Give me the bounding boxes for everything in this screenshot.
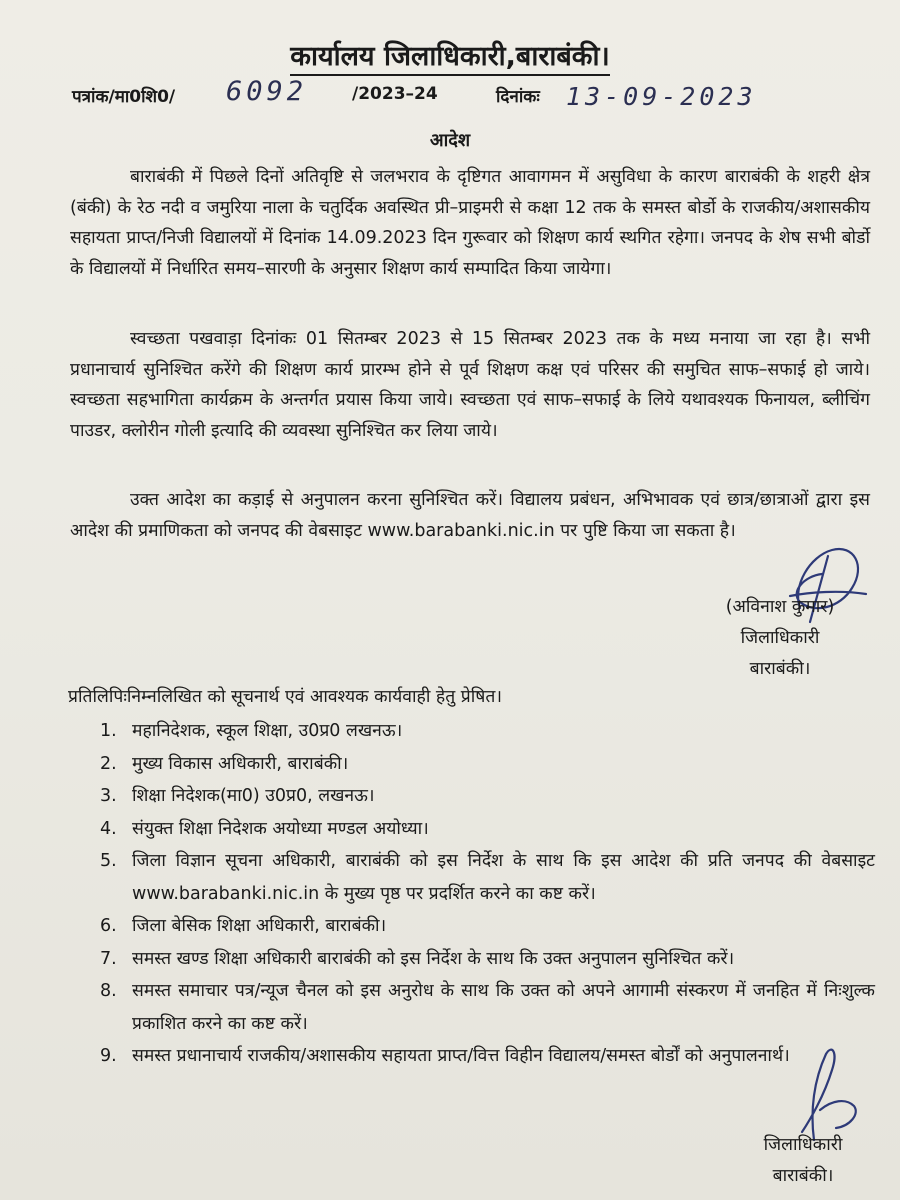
order-heading: आदेश xyxy=(429,130,471,151)
item-number: 5. xyxy=(100,851,117,871)
copy-to-item xyxy=(70,813,875,846)
item-text: मुख्य विकास अधिकारी, बाराबंकी। xyxy=(132,753,349,774)
copy-to-item xyxy=(70,715,875,748)
item-number: 1. xyxy=(100,721,117,741)
item-number: 4. xyxy=(100,818,117,839)
signatory-place: बाराबंकी। xyxy=(749,659,811,679)
item-text: महानिदेशक, स्कूल शिक्षा, उ0प्र0 लखनऊ। xyxy=(132,721,403,741)
reference-prefix: पत्रांक/मा0शि0/ xyxy=(72,87,176,107)
item-text: जिला बेसिक शिक्षा अधिकारी, बाराबंकी। xyxy=(132,916,387,936)
copy-to-item xyxy=(70,780,875,813)
item-number: 8. xyxy=(100,981,117,1001)
item-text: समस्त समाचार पत्र/न्यूज चैनल को इस अनुरोध के साथ कि उक्त को अपने आगामी संस्करण में जनहित में निःशुल्क प्रकाशित करने का कष्ट करें। xyxy=(132,981,875,1034)
signatory-name: (अविनाश कुमार) xyxy=(725,597,835,617)
item-text: संयुक्त शिक्षा निदेशक अयोध्या मण्डल अयोध्या। xyxy=(132,818,429,839)
copy-to-item xyxy=(70,975,875,1040)
order-paragraph-1: बाराबंकी में पिछले दिनों अतिवृष्टि से जलभराव के दृष्टिगत आवागमन में असुविधा के कारण बाराबंकी के शहरी क्षेत्र (बंकी) के रेठ नदी व जमुरिया नाला के चतुर्दिक अवस्थित प्री–प्राइमरी से कक्षा 12 तक के समस्त बोर्डो के राजकीय/अशासकीय सहायता प्राप्त/निजी विद्यालयों में दिनांक 14.09.2023 दिन गुरूवार को शिक्षण कार्य स्थगित रहेगा। जनपद के शेष सभी बोर्डो के विद्यालयों में निर्धारित समय–सारणी के अनुसार शिक्षण कार्य सम्पादित किया जायेगा। xyxy=(70,167,870,279)
item-number: 6. xyxy=(100,916,117,936)
date-label: दिनांकः xyxy=(496,87,540,107)
copy-to-item xyxy=(70,845,875,910)
order-paragraph-3: उक्त आदेश का कड़ाई से अनुपालन करना सुनिश्चित करें। विद्यालय प्रबंधन, अभिभावक एवं छात्र/छात्राओं द्वारा इस आदेश की प्रमाणिकता को जनपद की वेबसाइट www.barabanki.nic.in पर पुष्टि किया जा सकता है। xyxy=(70,490,870,541)
reference-number: 6092 xyxy=(226,76,308,107)
item-number: 9. xyxy=(100,1046,117,1066)
reference-year: /2023–24 xyxy=(352,84,438,104)
copy-to-item xyxy=(70,943,875,976)
item-text: समस्त खण्ड शिक्षा अधिकारी बाराबंकी को इस निर्देश के साथ कि उक्त अनुपालन सुनिश्चित करें। xyxy=(132,948,735,969)
copy-to-heading: प्रतिलिपिःनिम्नलिखित को सूचनार्थ एवं आवश्यक कार्यवाही हेतु प्रेषित। xyxy=(68,687,502,707)
copy-to-list xyxy=(70,715,875,1073)
date-value: 13-09-2023 xyxy=(566,82,757,111)
item-text: शिक्षा निदेशक(मा0) उ0प्र0, लखनऊ। xyxy=(132,786,375,806)
office-title: कार्यालय जिलाधिकारी,बाराबंकी। xyxy=(0,36,900,73)
item-number: 7. xyxy=(100,948,117,969)
order-paragraph-2: स्वच्छता पखवाड़ा दिनांकः 01 सितम्बर 2023 से 15 सितम्बर 2023 तक के मध्य मनाया जा रहा है। सभी प्रधानाचार्य सुनिश्चित करेंगे की शिक्षण कार्य प्रारम्भ होने से पूर्व शिक्षण कक्ष एवं परिसर की समुचित साफ–सफाई हो जाये। स्वच्छता सहभागिता कार्यक्रम के अन्तर्गत प्रयास किया जाये। स्वच्छता एवं साफ–सफाई के लिये यथावश्यक फिनायल, ब्लीचिंग पाउडर, क्लोरीन गोली इत्यादि की व्यवस्था सुनिश्चित कर लिया जाये। xyxy=(70,329,870,441)
item-text: जिला विज्ञान सूचना अधिकारी, बाराबंकी को इस निर्देश के साथ कि इस आदेश की प्रति जनपद की वेबसाइट www.barabanki.nic.in के मुख्य पृष्ठ पर प्रदर्शित करने का कष्ट करें। xyxy=(132,851,875,904)
signatory-designation: जिलाधिकारी xyxy=(740,628,820,648)
signatory-block xyxy=(700,592,860,685)
footer-signatory-block xyxy=(738,1130,868,1192)
item-text: समस्त प्रधानाचार्य राजकीय/अशासकीय सहायता प्राप्त/वित्त विहीन विद्यालय/समस्त बोर्डों को अनुपालनार्थ। xyxy=(132,1046,790,1066)
item-number: 3. xyxy=(100,786,117,806)
footer-designation: जिलाधिकारी xyxy=(763,1135,843,1155)
copy-to-item xyxy=(70,910,875,943)
item-number: 2. xyxy=(100,753,117,774)
copy-to-item xyxy=(70,748,875,781)
copy-to-item xyxy=(70,1040,875,1073)
footer-place: बाराबंकी। xyxy=(772,1166,834,1186)
